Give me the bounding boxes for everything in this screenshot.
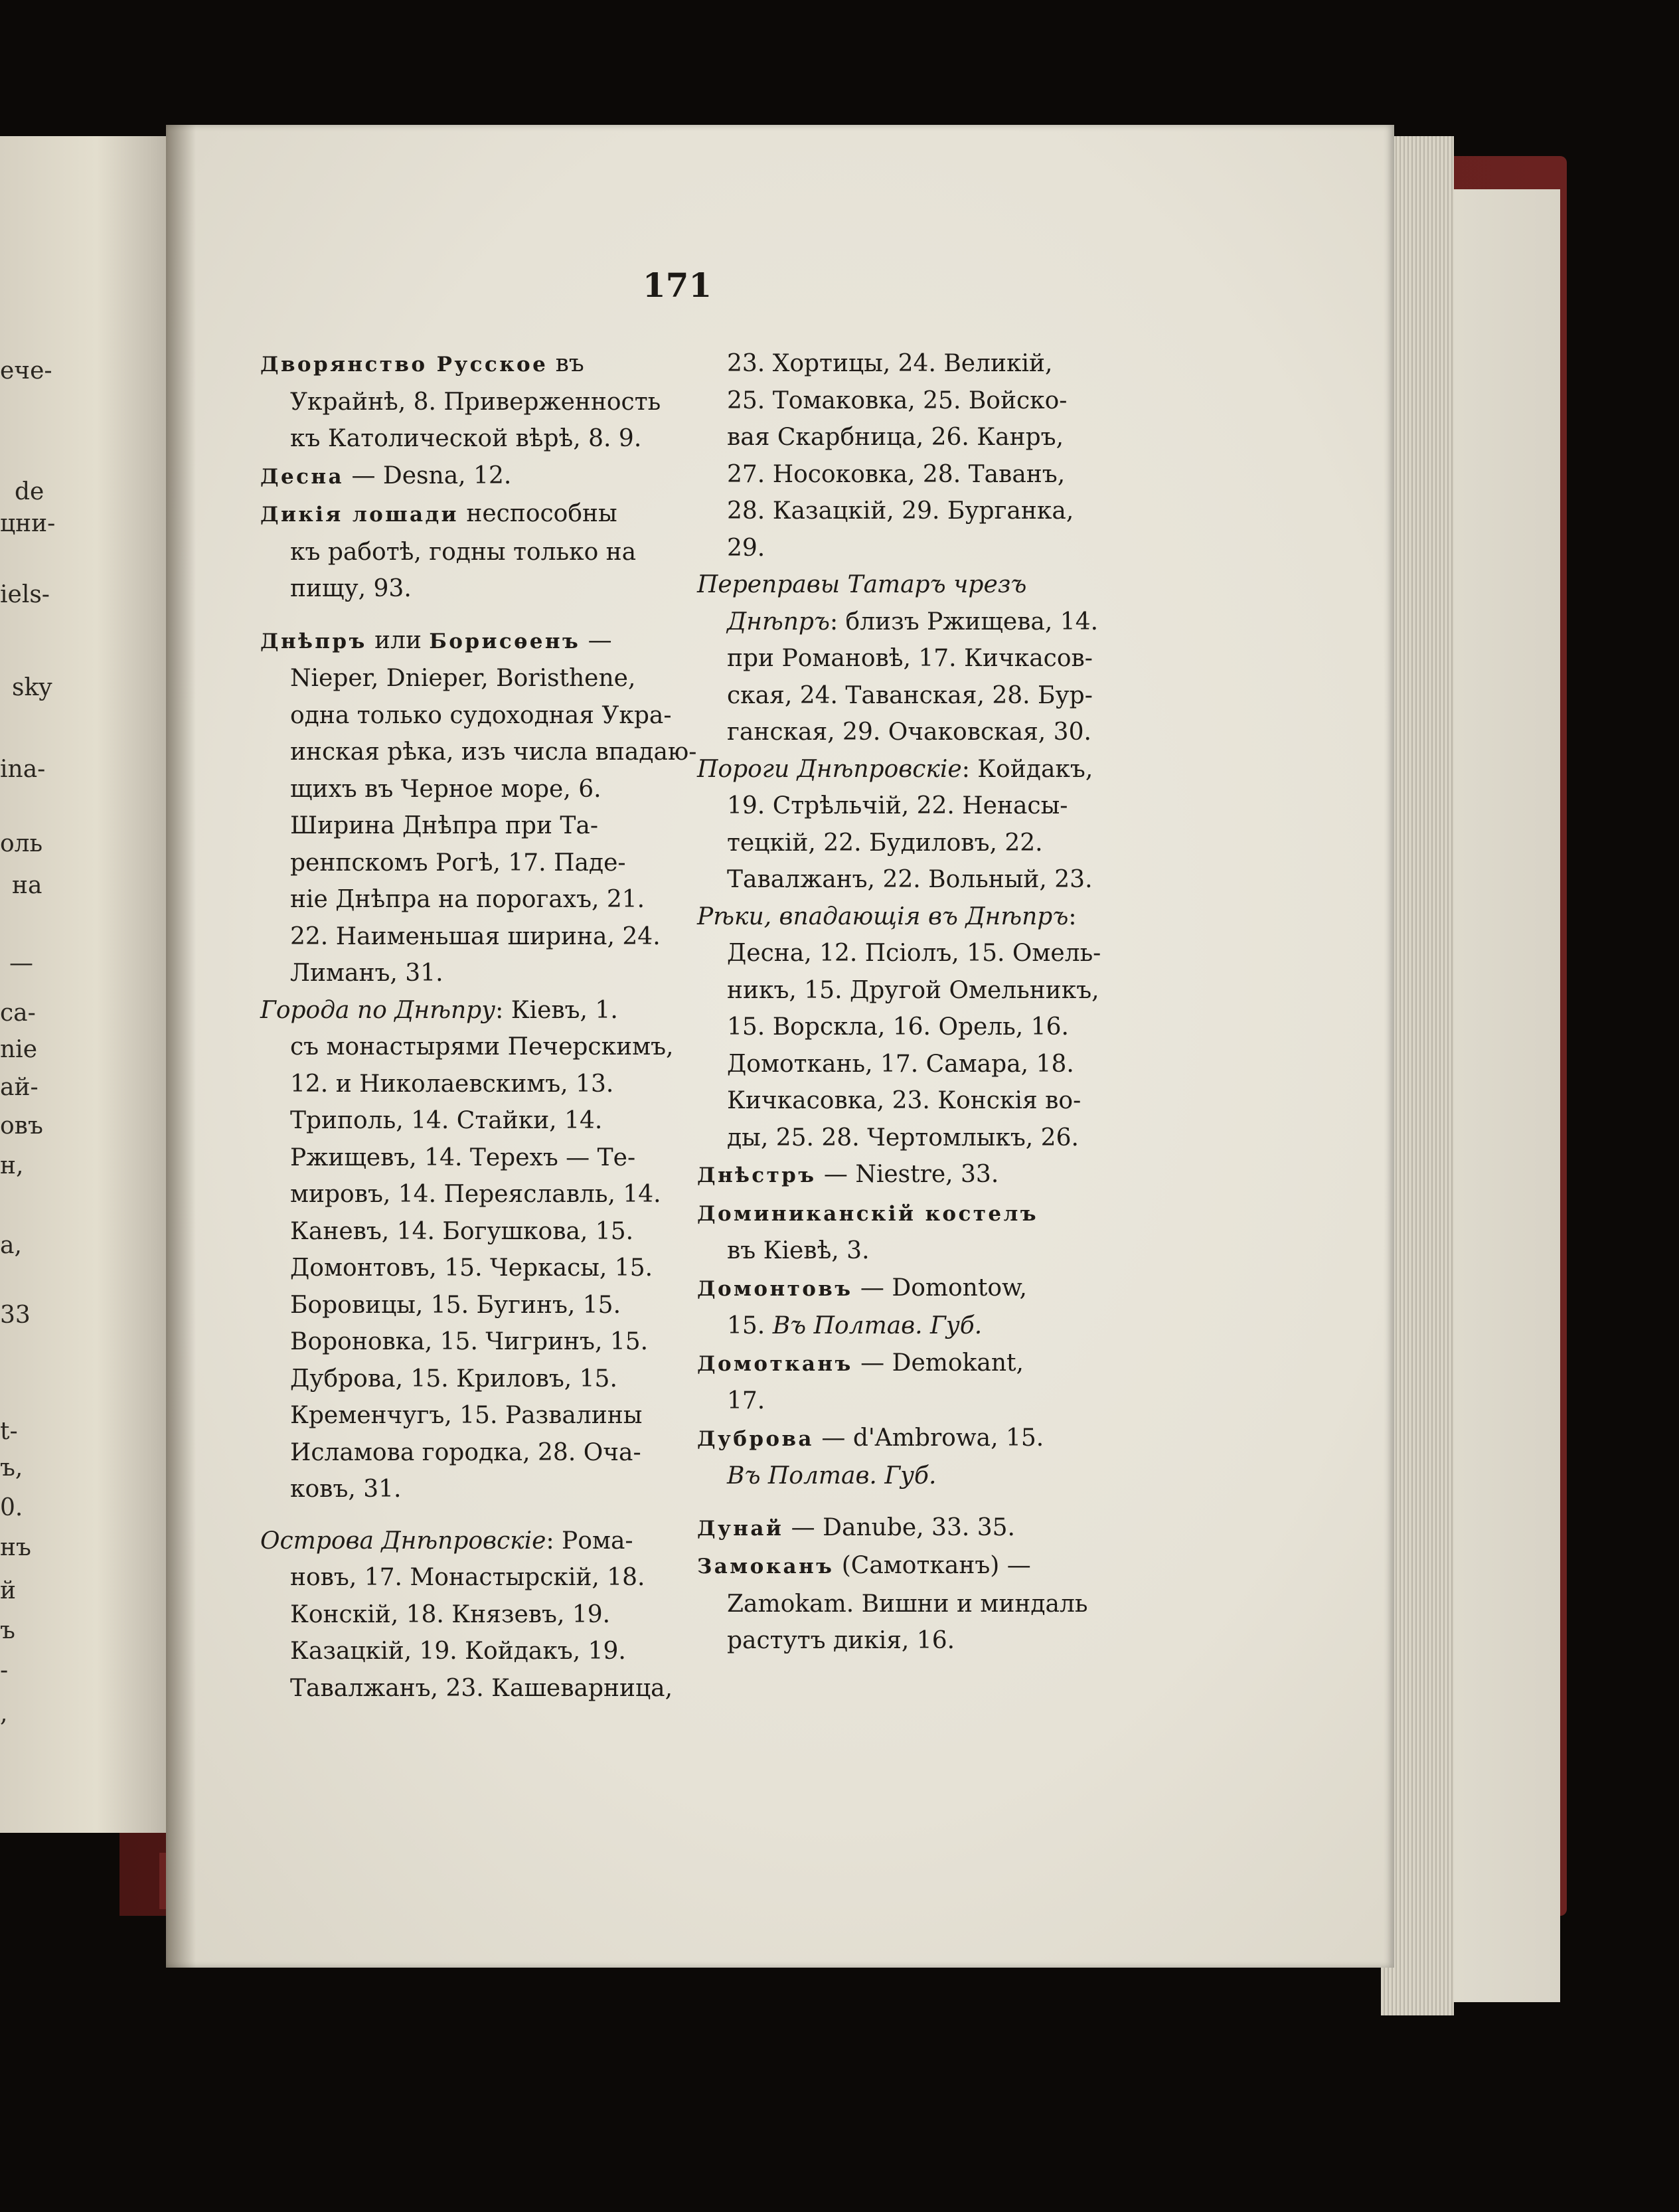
index-line	[260, 992, 712, 1029]
index-headword: Дуброва	[697, 1426, 814, 1451]
index-text: — d'Ambrowa, 15.	[813, 1424, 1044, 1452]
index-line	[260, 808, 712, 845]
index-line	[260, 697, 712, 734]
left-page-fragment: ъ,	[0, 1454, 23, 1482]
index-line	[260, 845, 712, 882]
index-text: ренпскомъ Рогѣ, 17. Паде-	[290, 849, 626, 877]
index-text: Ширина Днѣпра при Та-	[290, 812, 599, 839]
page-number: 171	[642, 266, 712, 305]
index-line	[697, 972, 1155, 1009]
left-page-fragment: ina-	[0, 756, 46, 783]
index-text: Дуброва, 15. Криловъ, 15.	[290, 1365, 617, 1393]
index-text: 29.	[727, 534, 765, 562]
index-line	[697, 640, 1155, 677]
index-headword: Дунай	[697, 1516, 784, 1541]
index-text: вая Скарбница, 26. Канръ,	[727, 424, 1064, 451]
left-page-fragment: цни-	[0, 510, 56, 537]
index-text: : Рома-	[546, 1527, 633, 1555]
index-line	[697, 383, 1155, 420]
index-headword: Домонтовъ	[697, 1276, 853, 1301]
index-text: 15.	[727, 1312, 773, 1339]
index-line	[697, 1345, 1155, 1383]
index-line	[260, 918, 712, 956]
index-line	[260, 1596, 712, 1634]
index-line	[697, 1383, 1155, 1420]
left-page-fragment: овъ	[0, 1112, 43, 1140]
index-text: Тавалжанъ, 22. Вольный, 23.	[727, 866, 1093, 893]
index-line	[260, 1361, 712, 1398]
index-text: къ Католической вѣрѣ, 8. 9.	[290, 425, 642, 452]
index-headword: Борисѳенъ	[429, 629, 581, 653]
index-line	[697, 898, 1155, 936]
index-line	[697, 345, 1155, 383]
index-text: — Niestre, 33.	[816, 1161, 999, 1188]
index-text: 17.	[727, 1387, 765, 1414]
index-text: 19. Стрѣльчій, 22. Ненасы-	[727, 792, 1068, 819]
index-line	[260, 384, 712, 421]
index-headword: Десна	[260, 464, 344, 489]
index-text: одна только судоходная Укра-	[290, 701, 672, 729]
index-text: тецкій, 22. Будиловъ, 22.	[727, 829, 1043, 857]
left-page	[0, 136, 176, 1833]
index-text: ковъ, 31.	[290, 1476, 402, 1503]
left-page-fragment: t-	[0, 1418, 18, 1445]
index-line	[260, 660, 712, 697]
index-text: щихъ въ Черное море, 6.	[290, 775, 601, 803]
index-line	[260, 881, 712, 918]
index-text: — Desna, 12.	[344, 462, 512, 489]
index-line	[697, 1233, 1155, 1270]
left-page-fragment: на	[12, 872, 42, 899]
left-page-fragment: й	[0, 1577, 16, 1604]
index-line	[260, 458, 712, 496]
left-page-fragment: н,	[0, 1152, 24, 1179]
index-line	[697, 604, 1155, 641]
index-headword: Дворянство Русское	[260, 353, 548, 377]
index-text: : близъ Ржищева, 14.	[829, 608, 1099, 636]
left-page-fragment: 33	[0, 1302, 31, 1329]
index-text: — Domontow,	[852, 1274, 1027, 1302]
index-text: Домонтовъ, 15. Черкасы, 15.	[290, 1254, 653, 1282]
index-text: неспособны	[458, 500, 617, 527]
index-text: Каневъ, 14. Богушкова, 15.	[290, 1217, 634, 1245]
left-page-fragment: оль	[0, 830, 43, 857]
index-headword: Замоканъ	[697, 1555, 835, 1578]
index-subheading: Переправы Татаръ чрезъ	[697, 571, 1027, 598]
index-line	[260, 1287, 712, 1324]
index-text: 23. Хортицы, 24. Великій,	[727, 350, 1053, 377]
left-page-fragment: ъ	[0, 1617, 15, 1644]
index-subheading: Острова Днѣпровскіе	[260, 1527, 546, 1555]
index-text: Вороновка, 15. Чигринъ, 15.	[290, 1328, 649, 1355]
index-line	[697, 714, 1155, 751]
index-text: ды, 25. 28. Чертомлыкъ, 26.	[727, 1124, 1079, 1151]
left-page-fragment: ай-	[0, 1074, 39, 1101]
index-headword: Домотканъ	[697, 1351, 853, 1376]
index-subheading: Пороги Днѣпровскіе	[697, 755, 962, 783]
spine-shadow	[166, 125, 196, 1968]
index-text: 12. и Николаевскимъ, 13.	[290, 1070, 614, 1098]
left-page-fragment: ече-	[0, 357, 52, 384]
index-text: Nieper, Dnieper, Boristhene,	[290, 665, 636, 692]
index-text: Конскій, 18. Князевъ, 19.	[290, 1600, 611, 1628]
index-line	[697, 1120, 1155, 1157]
index-line	[697, 566, 1155, 604]
index-line	[697, 1156, 1155, 1195]
left-page-fragment: —	[9, 950, 33, 977]
index-text: никъ, 15. Другой Омельникъ,	[727, 976, 1099, 1004]
index-line	[260, 1670, 712, 1707]
index-line	[697, 1420, 1155, 1458]
left-page-fragment: -	[0, 1657, 9, 1684]
index-text: (Самотканъ) —	[834, 1552, 1031, 1579]
index-text: —	[580, 626, 612, 654]
index-headword: Дикія лошади	[260, 503, 459, 527]
index-text: мировъ, 14. Переяславль, 14.	[290, 1181, 661, 1208]
index-text: 15. Ворскла, 16. Орель, 16.	[727, 1013, 1069, 1041]
index-line	[697, 530, 1155, 567]
index-text: ганская, 29. Очаковская, 30.	[727, 719, 1091, 746]
left-page-fragment: 0.	[0, 1494, 23, 1521]
index-text: Ржищевъ, 14. Терехъ — Те-	[290, 1144, 636, 1171]
index-line	[697, 1547, 1155, 1586]
left-page-fragment: sky	[12, 674, 52, 701]
index-line	[260, 1102, 712, 1140]
left-page-fragment: de	[15, 478, 44, 505]
left-page-fragment: nie	[0, 1036, 38, 1063]
index-text: 25. Томаковка, 25. Войско-	[727, 386, 1068, 414]
index-text: при Романовѣ, 17. Кичкасов-	[727, 645, 1093, 672]
index-line	[697, 1458, 1155, 1495]
index-line	[260, 420, 712, 458]
index-text: 22. Наименьшая ширина, 24.	[290, 922, 661, 950]
index-line	[260, 1140, 712, 1177]
index-line	[260, 1559, 712, 1596]
index-subheading: Рѣки, впадающія въ Днѣпръ	[697, 902, 1069, 930]
index-text: въ Кіевѣ, 3.	[727, 1237, 870, 1264]
index-line	[697, 825, 1155, 862]
index-text: Тавалжанъ, 23. Кашеварница,	[290, 1674, 673, 1702]
index-line	[697, 677, 1155, 715]
index-line	[697, 861, 1155, 898]
index-text: къ работѣ, годны только на	[290, 538, 637, 566]
left-page-fragment: нъ	[0, 1534, 31, 1561]
index-text: Zamokam. Вишни и миндаль	[727, 1590, 1088, 1618]
index-text: или	[366, 626, 430, 654]
index-line	[697, 493, 1155, 530]
index-line	[697, 935, 1155, 972]
index-text: Боровицы, 15. Бугинъ, 15.	[290, 1291, 621, 1319]
index-line	[260, 1066, 712, 1103]
index-line	[260, 534, 712, 571]
index-text: Лиманъ, 31.	[290, 960, 443, 987]
index-text: растутъ дикія, 16.	[727, 1627, 955, 1654]
index-text: 27. Носоковка, 28. Таванъ,	[727, 460, 1066, 488]
index-text: ская, 24. Таванская, 28. Бур-	[727, 681, 1093, 709]
index-line	[260, 570, 712, 608]
index-line	[260, 622, 712, 661]
left-page-fragment: ,	[0, 1700, 8, 1727]
index-text: : Кіевъ, 1.	[495, 996, 618, 1024]
index-text: Кременчугъ, 15. Развалины	[290, 1402, 643, 1429]
index-text: ніе Днѣпра на порогахъ, 21.	[290, 886, 645, 913]
index-line	[260, 955, 712, 992]
index-line	[697, 1509, 1155, 1548]
index-text: новъ, 17. Монастырскій, 18.	[290, 1564, 645, 1591]
index-column-right	[697, 345, 1155, 1659]
index-line	[260, 1176, 712, 1213]
left-page-fragment: а,	[0, 1232, 22, 1259]
index-line	[260, 771, 712, 808]
index-line	[697, 1082, 1155, 1120]
index-text: — Danube, 33. 35.	[783, 1513, 1016, 1541]
index-line	[697, 1622, 1155, 1659]
index-text: Казацкій, 19. Койдакъ, 19.	[290, 1638, 626, 1665]
index-line	[697, 419, 1155, 456]
index-text: Десна, 12. Псіолъ, 15. Омель-	[727, 940, 1101, 967]
index-line	[260, 1250, 712, 1287]
index-text: инская рѣка, изъ числа впадаю-	[290, 738, 697, 766]
index-subheading: Города по Днѣпру	[260, 996, 496, 1024]
index-line	[697, 1270, 1155, 1308]
index-subheading: Въ Полтав. Губ.	[772, 1312, 983, 1339]
index-line	[697, 1046, 1155, 1083]
index-text: :	[1068, 902, 1077, 930]
index-text: Украйнѣ, 8. Приверженность	[290, 388, 661, 416]
index-line	[697, 456, 1155, 493]
index-subheading: Въ Полтав. Губ.	[727, 1462, 937, 1489]
index-headword: Доминиканскій костелъ	[697, 1201, 1038, 1226]
index-text: съ монастырями Печерскимъ,	[290, 1033, 674, 1061]
index-line	[260, 1633, 712, 1670]
index-line	[260, 1397, 712, 1434]
index-headword: Днѣстръ	[697, 1163, 817, 1187]
index-text: : Койдакъ,	[961, 755, 1093, 783]
index-text: — Demokant,	[852, 1349, 1024, 1377]
index-line	[260, 1323, 712, 1361]
index-text: Триполь, 14. Стайки, 14.	[290, 1107, 603, 1134]
index-line	[697, 788, 1155, 825]
index-text: въ	[548, 350, 584, 377]
index-line	[260, 1029, 712, 1066]
index-line	[697, 1009, 1155, 1046]
index-text: Кичкасовка, 23. Конскія во-	[727, 1087, 1081, 1114]
index-text: 28. Казацкій, 29. Бурганка,	[727, 497, 1074, 525]
index-line	[697, 751, 1155, 788]
index-line	[697, 1308, 1155, 1345]
index-line	[697, 1195, 1155, 1233]
index-line	[260, 1434, 712, 1472]
index-line	[260, 345, 712, 384]
index-column-left	[260, 345, 712, 1707]
index-line	[260, 1213, 712, 1250]
index-line	[260, 495, 712, 534]
index-text: пищу, 93.	[290, 575, 412, 602]
index-line	[260, 1523, 712, 1560]
index-subheading: Днѣпръ	[727, 608, 830, 636]
index-line	[260, 734, 712, 771]
index-text: Исламова городка, 28. Оча-	[290, 1438, 641, 1466]
index-line	[260, 1471, 712, 1508]
index-text: Домоткань, 17. Самара, 18.	[727, 1050, 1074, 1078]
left-page-fragment: са-	[0, 999, 36, 1027]
index-line	[697, 1586, 1155, 1623]
index-headword: Днѣпръ	[260, 629, 367, 653]
left-page-fragment: iels-	[0, 581, 50, 608]
